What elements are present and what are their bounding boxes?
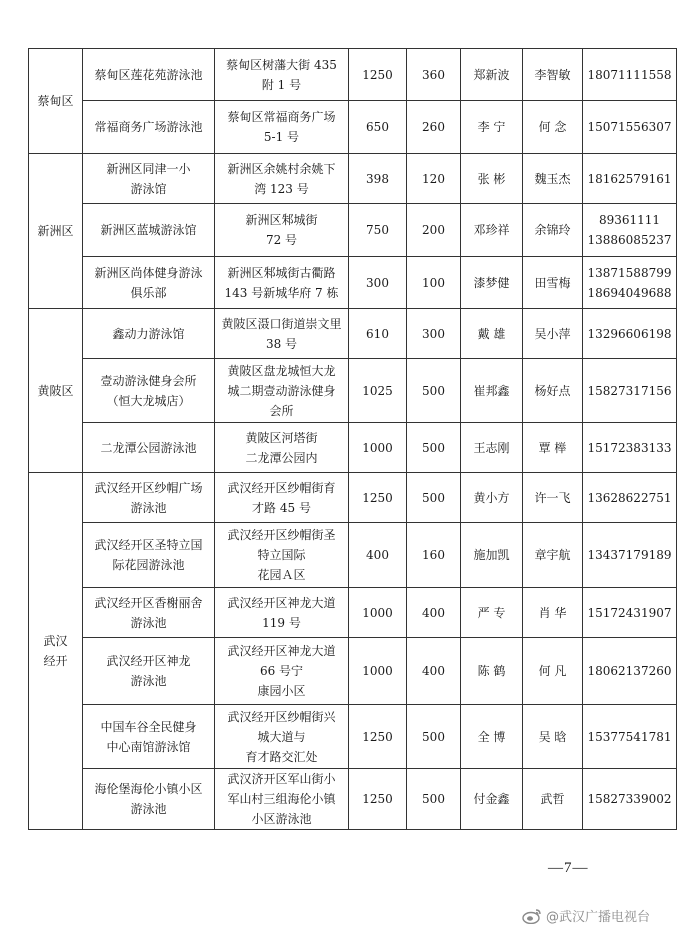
venue-manager: 黄小方: [461, 473, 523, 523]
venue-manager: 陈 鹤: [461, 638, 523, 705]
swimming-venue-table: [28, 48, 677, 830]
venue-name: 新洲区尚体健身游泳 俱乐部: [83, 257, 215, 309]
watermark-text: @武汉广播电视台: [546, 910, 651, 925]
venue-address: 黄陂区滠口街道崇文里 38 号: [215, 309, 349, 359]
venue-contact: 章宇航: [523, 523, 583, 588]
venue-area: 1025: [349, 359, 407, 423]
table-row: [29, 359, 677, 423]
venue-capacity: 360: [407, 49, 461, 101]
venue-name: 新洲区同津一小 游泳馆: [83, 154, 215, 204]
venue-manager: 严 专: [461, 588, 523, 638]
venue-capacity: 200: [407, 204, 461, 257]
weibo-icon: [522, 908, 542, 924]
venue-capacity: 500: [407, 473, 461, 523]
venue-address: 武汉经开区纱帽街育 才路 45 号: [215, 473, 349, 523]
venue-manager: 崔邦鑫: [461, 359, 523, 423]
venue-capacity: 160: [407, 523, 461, 588]
venue-contact: 肖 华: [523, 588, 583, 638]
watermark: [522, 906, 650, 925]
table-row: [29, 154, 677, 204]
venue-capacity: 500: [407, 705, 461, 769]
table-body: [29, 49, 677, 830]
venue-contact: 吴小萍: [523, 309, 583, 359]
venue-address: 新洲区邾城街古衢路 143 号新城华府 7 栋: [215, 257, 349, 309]
venue-area: 750: [349, 204, 407, 257]
table-row: [29, 588, 677, 638]
venue-phone: 15827339002: [583, 769, 677, 830]
table-row: [29, 257, 677, 309]
table-row: [29, 49, 677, 101]
venue-name: 武汉经开区香榭丽舍 游泳池: [83, 588, 215, 638]
table-row: [29, 423, 677, 473]
venue-contact: 杨好点: [523, 359, 583, 423]
venue-contact: 覃 榉: [523, 423, 583, 473]
venue-address: 新洲区邾城街 72 号: [215, 204, 349, 257]
venue-manager: 付金鑫: [461, 769, 523, 830]
venue-name: 常福商务广场游泳池: [83, 101, 215, 154]
venue-contact: 何 念: [523, 101, 583, 154]
venue-phone: 15172383133: [583, 423, 677, 473]
venue-area: 1000: [349, 423, 407, 473]
venue-contact: 武哲: [523, 769, 583, 830]
venue-phone: 13628622751: [583, 473, 677, 523]
district-cell: 新洲区: [29, 154, 83, 309]
venue-address: 黄陂区河塔街 二龙潭公园内: [215, 423, 349, 473]
venue-capacity: 500: [407, 423, 461, 473]
venue-phone: 13871588799 18694049688: [583, 257, 677, 309]
venue-area: 1000: [349, 588, 407, 638]
table-row: [29, 705, 677, 769]
venue-name: 中国车谷全民健身 中心南馆游泳馆: [83, 705, 215, 769]
table-row: [29, 204, 677, 257]
venue-phone: 89361111 13886085237: [583, 204, 677, 257]
venue-name: 武汉经开区神龙 游泳池: [83, 638, 215, 705]
venue-area: 1250: [349, 473, 407, 523]
table-row: [29, 523, 677, 588]
venue-name: 蔡甸区莲花苑游泳池: [83, 49, 215, 101]
venue-area: 300: [349, 257, 407, 309]
venue-name: 新洲区蓝城游泳馆: [83, 204, 215, 257]
venue-area: 650: [349, 101, 407, 154]
venue-address: 武汉济开区军山街小 军山村三组海伦小镇 小区游泳池: [215, 769, 349, 830]
venue-manager: 王志刚: [461, 423, 523, 473]
venue-phone: 15377541781: [583, 705, 677, 769]
venue-contact: 余锦玲: [523, 204, 583, 257]
venue-area: 1250: [349, 769, 407, 830]
district-cell: 武汉 经开: [29, 473, 83, 830]
venue-phone: 15071556307: [583, 101, 677, 154]
page-number: —7—: [548, 860, 589, 876]
venue-area: 1000: [349, 638, 407, 705]
table-row: [29, 638, 677, 705]
venue-phone: 13296606198: [583, 309, 677, 359]
venue-phone: 18071111558: [583, 49, 677, 101]
venue-area: 398: [349, 154, 407, 204]
venue-address: 新洲区余姚村余姚下 湾 123 号: [215, 154, 349, 204]
venue-phone: 18162579161: [583, 154, 677, 204]
venue-capacity: 100: [407, 257, 461, 309]
venue-contact: 何 凡: [523, 638, 583, 705]
venue-address: 蔡甸区树藩大街 435 附 1 号: [215, 49, 349, 101]
venue-area: 1250: [349, 705, 407, 769]
venue-contact: 吴 晗: [523, 705, 583, 769]
venue-capacity: 400: [407, 638, 461, 705]
venue-contact: 魏玉杰: [523, 154, 583, 204]
venue-address: 蔡甸区常福商务广场 5-1 号: [215, 101, 349, 154]
venue-area: 610: [349, 309, 407, 359]
venue-phone: 15172431907: [583, 588, 677, 638]
venue-phone: 18062137260: [583, 638, 677, 705]
venue-manager: 戴 雄: [461, 309, 523, 359]
venue-area: 400: [349, 523, 407, 588]
venue-phone: 13437179189: [583, 523, 677, 588]
venue-address: 武汉经开区纱帽街圣 特立国际 花园Ａ区: [215, 523, 349, 588]
venue-manager: 施加凯: [461, 523, 523, 588]
venue-contact: 许一飞: [523, 473, 583, 523]
venue-capacity: 500: [407, 359, 461, 423]
venue-capacity: 260: [407, 101, 461, 154]
venue-capacity: 500: [407, 769, 461, 830]
venue-capacity: 400: [407, 588, 461, 638]
venue-name: 鑫动力游泳馆: [83, 309, 215, 359]
venue-manager: 邓珍祥: [461, 204, 523, 257]
venue-name: 武汉经开区纱帽广场 游泳池: [83, 473, 215, 523]
venue-capacity: 120: [407, 154, 461, 204]
venue-address: 武汉经开区纱帽街兴 城大道与 育才路交汇处: [215, 705, 349, 769]
venue-manager: 李 宁: [461, 101, 523, 154]
table-row: [29, 769, 677, 830]
venue-address: 黄陂区盘龙城恒大龙 城二期壹动游泳健身 会所: [215, 359, 349, 423]
district-cell: 蔡甸区: [29, 49, 83, 154]
table-row: [29, 309, 677, 359]
venue-manager: 漆梦健: [461, 257, 523, 309]
table-row: [29, 473, 677, 523]
table-row: [29, 101, 677, 154]
venue-address: 武汉经开区神龙大道 119 号: [215, 588, 349, 638]
venue-manager: 张 彬: [461, 154, 523, 204]
venue-name: 武汉经开区圣特立国 际花园游泳池: [83, 523, 215, 588]
venue-contact: 李智敏: [523, 49, 583, 101]
venue-name: 二龙潭公园游泳池: [83, 423, 215, 473]
venue-capacity: 300: [407, 309, 461, 359]
venue-name: 壹动游泳健身会所 （恒大龙城店）: [83, 359, 215, 423]
venue-manager: 郑新波: [461, 49, 523, 101]
venue-contact: 田雪梅: [523, 257, 583, 309]
venue-area: 1250: [349, 49, 407, 101]
district-cell: 黄陂区: [29, 309, 83, 473]
venue-manager: 全 博: [461, 705, 523, 769]
venue-phone: 15827317156: [583, 359, 677, 423]
venue-name: 海伦堡海伦小镇小区 游泳池: [83, 769, 215, 830]
venue-address: 武汉经开区神龙大道 66 号宁 康园小区: [215, 638, 349, 705]
